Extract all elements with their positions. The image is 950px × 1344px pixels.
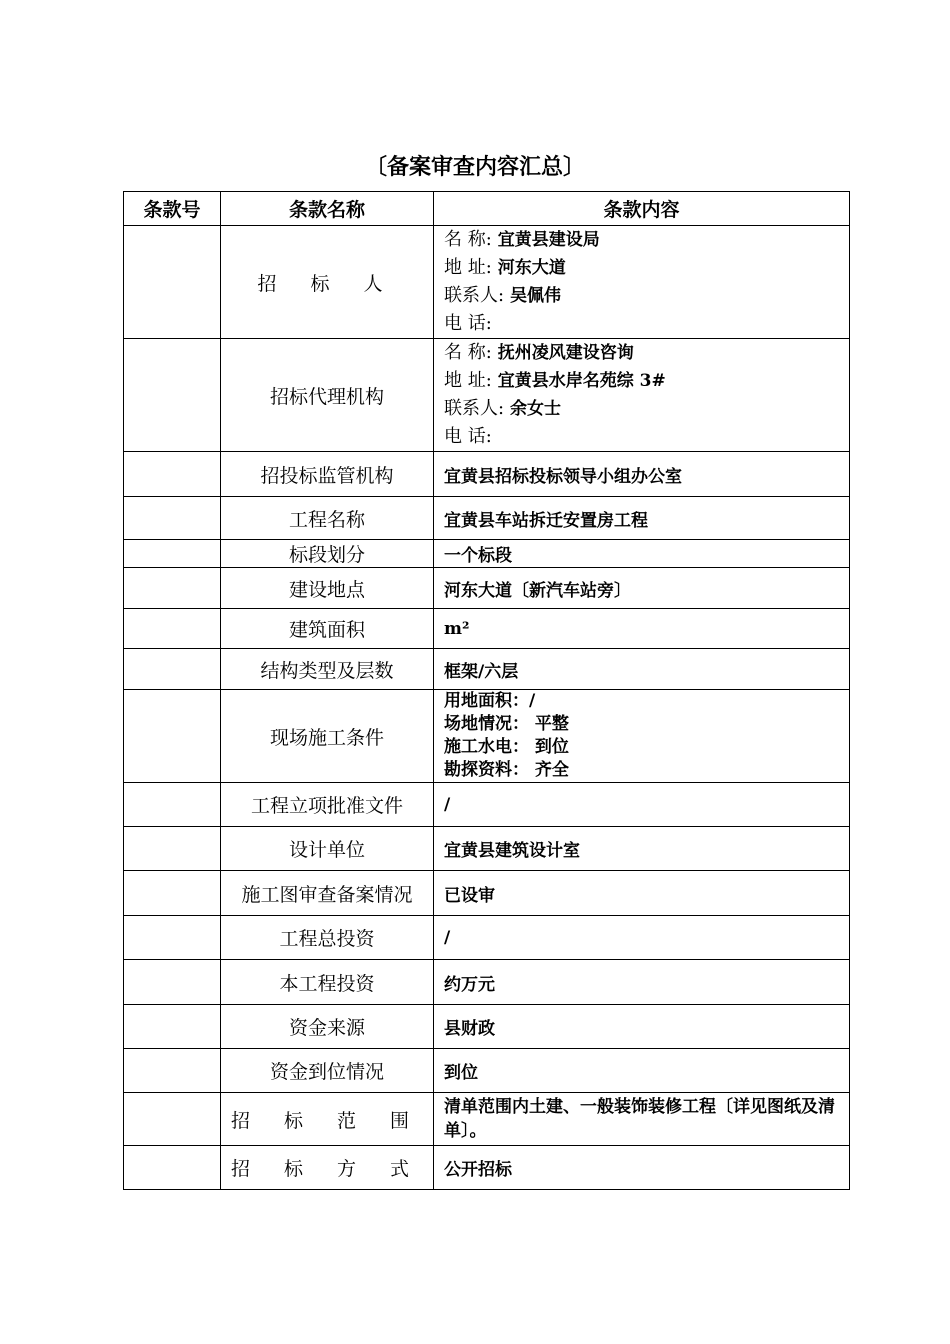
table-row bbox=[124, 871, 850, 916]
row-name-structure: 结构类型及层数 bbox=[221, 649, 434, 690]
row-content-drawing-review: 已设审 bbox=[434, 871, 850, 916]
row-name-designer: 设计单位 bbox=[221, 827, 434, 871]
row-name-tenderer: 招 标 人 bbox=[221, 226, 434, 339]
row-content-fund-source: 县财政 bbox=[434, 1005, 850, 1049]
row-name-agency: 招标代理机构 bbox=[221, 339, 434, 452]
header-clause-name: 条款名称 bbox=[221, 192, 434, 226]
row-content-designer: 宜黄县建筑设计室 bbox=[434, 827, 850, 871]
row-content-agency: 名 称: 抚州凌风建设咨询 地 址: 宜黄县水岸名苑综 3# 联系人: 余女士 电 话: bbox=[434, 339, 850, 452]
row-content-location: 河东大道〔新汽车站旁〕 bbox=[434, 568, 850, 609]
row-name-location: 建设地点 bbox=[221, 568, 434, 609]
row-content-fund-status: 到位 bbox=[434, 1049, 850, 1093]
document-title: 〔备案审查内容汇总〕 bbox=[364, 155, 585, 180]
table-row bbox=[124, 916, 850, 960]
table-row bbox=[124, 226, 850, 339]
table-row bbox=[124, 1005, 850, 1049]
row-content-area: m² bbox=[434, 609, 850, 649]
row-content-site: 用地面积：/ 场地情况： 平整 施工水电： 到位 勘探资料： 齐全 bbox=[434, 690, 850, 783]
row-name-drawing-review: 施工图审查备案情况 bbox=[221, 871, 434, 916]
table-header-row bbox=[124, 192, 850, 226]
table-row bbox=[124, 1146, 850, 1190]
header-clause-number: 条款号 bbox=[124, 192, 221, 226]
table-row bbox=[124, 609, 850, 649]
row-name-method: 招 标 方 式 bbox=[221, 1146, 434, 1190]
row-content-structure: 框架/六层 bbox=[434, 649, 850, 690]
row-name-scope: 招 标 范 围 bbox=[221, 1093, 434, 1146]
table-row bbox=[124, 960, 850, 1005]
row-name-fund-status: 资金到位情况 bbox=[221, 1049, 434, 1093]
row-content-approval: / bbox=[434, 783, 850, 827]
row-name-this-investment: 本工程投资 bbox=[221, 960, 434, 1005]
row-name-fund-source: 资金来源 bbox=[221, 1005, 434, 1049]
row-content-section: 一个标段 bbox=[434, 540, 850, 568]
row-name-approval: 工程立项批准文件 bbox=[221, 783, 434, 827]
table-row bbox=[124, 339, 850, 452]
table-row bbox=[124, 1093, 850, 1146]
row-content-method: 公开招标 bbox=[434, 1146, 850, 1190]
table-row bbox=[124, 690, 850, 783]
row-content-scope: 清单范围内土建、一般装饰装修工程〔详见图纸及清单〕。 bbox=[434, 1093, 850, 1146]
row-name-supervisor: 招投标监管机构 bbox=[221, 452, 434, 497]
filing-review-table bbox=[123, 191, 850, 1190]
table-row bbox=[124, 540, 850, 568]
row-content-this-investment: 约万元 bbox=[434, 960, 850, 1005]
table-row bbox=[124, 783, 850, 827]
table-row bbox=[124, 452, 850, 497]
row-name-total-investment: 工程总投资 bbox=[221, 916, 434, 960]
row-name-area: 建筑面积 bbox=[221, 609, 434, 649]
row-content-tenderer: 名 称: 宜黄县建设局 地 址: 河东大道 联系人: 吴佩伟 电 话: bbox=[434, 226, 850, 339]
header-clause-content: 条款内容 bbox=[434, 192, 850, 226]
table-row bbox=[124, 497, 850, 540]
row-content-supervisor: 宜黄县招标投标领导小组办公室 bbox=[434, 452, 850, 497]
row-content-total-investment: / bbox=[434, 916, 850, 960]
row-name-site: 现场施工条件 bbox=[221, 690, 434, 783]
row-name-project: 工程名称 bbox=[221, 497, 434, 540]
table-row bbox=[124, 568, 850, 609]
table-row bbox=[124, 1049, 850, 1093]
row-name-section: 标段划分 bbox=[221, 540, 434, 568]
row-content-project: 宜黄县车站拆迁安置房工程 bbox=[434, 497, 850, 540]
table-row bbox=[124, 649, 850, 690]
table-row bbox=[124, 827, 850, 871]
